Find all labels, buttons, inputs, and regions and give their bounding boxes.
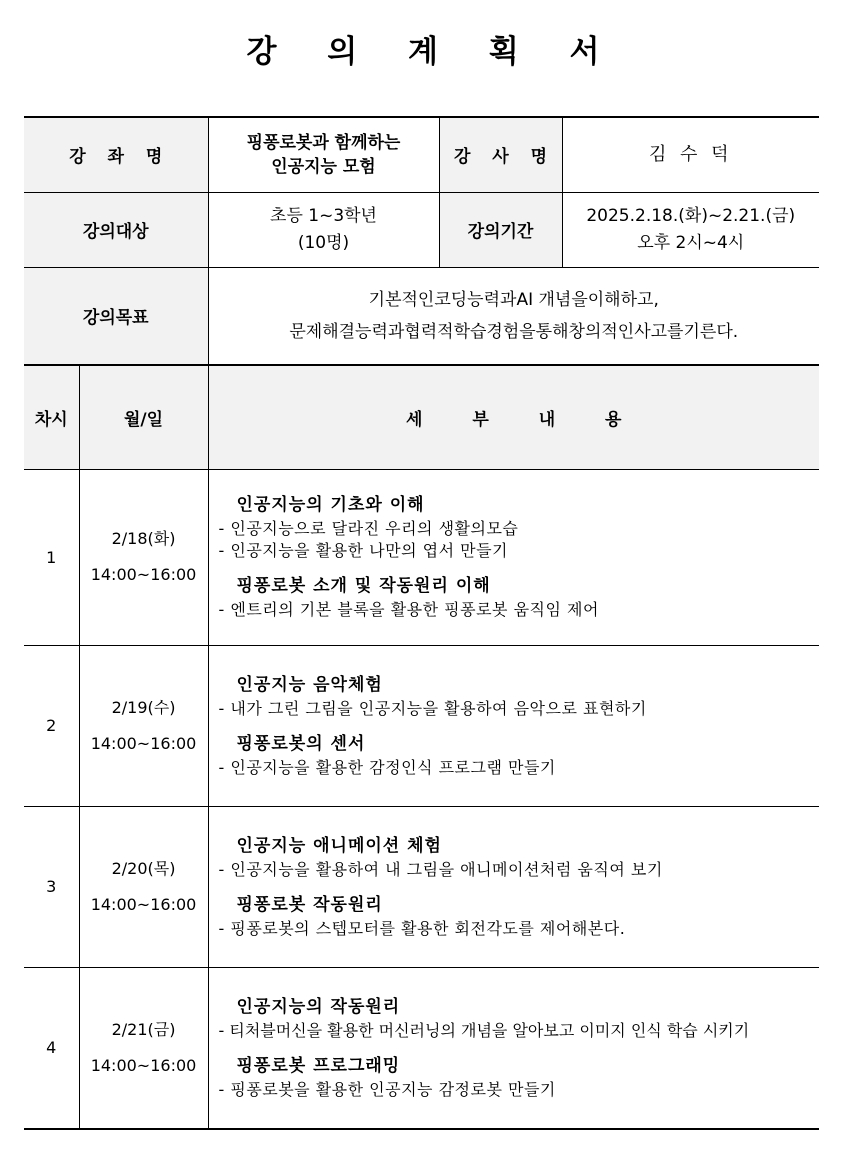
header-content: 세 부 내 용 <box>208 365 819 469</box>
topic-detail: - 핑퐁로봇을 활용한 인공지능 감정로봇 만들기 <box>218 1079 556 1099</box>
session-date <box>79 967 208 1129</box>
topic-detail: - 인공지능을 활용한 감정인식 프로그램 만들기 <box>218 757 556 777</box>
topic-title: 인공지능의 기초와 이해 <box>236 495 425 515</box>
goal-label: 강의목표 <box>24 267 208 364</box>
course-name-line2: 인공지능 모험 <box>271 156 376 177</box>
course-info-table <box>24 116 819 365</box>
table-row <box>24 645 819 806</box>
course-name-line1: 핑퐁로봇과 함께하는 <box>246 132 401 153</box>
session-day: 2/18(화) <box>111 529 176 548</box>
session-content <box>208 806 819 967</box>
session-time: 14:00~16:00 <box>90 1055 197 1075</box>
session-date <box>79 469 208 645</box>
session-day: 2/20(목) <box>111 858 176 878</box>
info-row-target <box>24 192 819 267</box>
info-row-goal <box>24 267 819 364</box>
info-row-course <box>24 117 819 192</box>
table-row <box>24 469 819 645</box>
session-day: 2/19(수) <box>111 697 176 717</box>
period-line2: 오후 2시~4시 <box>637 232 745 253</box>
topic-title: 인공지능의 작동원리 <box>236 996 401 1017</box>
session-time: 14:00~16:00 <box>90 565 197 584</box>
target-line1: 초등 1~3학년 <box>270 205 377 226</box>
schedule-table <box>24 364 819 1130</box>
period-value <box>562 192 819 267</box>
target-line2: (10명) <box>297 232 350 253</box>
session-content <box>208 469 819 645</box>
topic-detail: - 핑퐁로봇의 스텝모터를 활용한 회전각도를 제어해본다. <box>218 918 626 938</box>
topic-title: 핑퐁로봇 소개 및 작동원리 이해 <box>236 576 491 596</box>
course-label: 강 좌 명 <box>24 117 208 192</box>
course-name <box>208 117 439 192</box>
topic-detail: - 인공지능을 활용하여 내 그림을 애니메이션처럼 움직여 보기 <box>218 859 663 879</box>
session-content <box>208 645 819 806</box>
goal-line2: 문제해결능력과협력적학습경험을통해창의적인사고를기른다. <box>289 321 739 342</box>
target-label: 강의대상 <box>24 192 208 267</box>
schedule-header-row <box>24 365 819 469</box>
goal-line1: 기본적인코딩능력과AI 개념을이해하고, <box>368 289 659 310</box>
topic-detail: - 티처블머신을 활용한 머신러닝의 개념을 알아보고 이미지 인식 학습 시키기 <box>218 1020 750 1040</box>
target-value <box>208 192 439 267</box>
topic-detail: - 내가 그린 그림을 인공지능을 활용하여 음악으로 표현하기 <box>218 698 647 718</box>
header-date: 월/일 <box>79 365 208 469</box>
session-number: 3 <box>24 806 79 967</box>
session-number: 2 <box>24 645 79 806</box>
teacher-name: 김 수 덕 <box>562 117 819 192</box>
session-date <box>79 645 208 806</box>
teacher-label: 강 사 명 <box>439 117 562 192</box>
session-time: 14:00~16:00 <box>90 733 197 753</box>
session-date <box>79 806 208 967</box>
session-number: 1 <box>24 469 79 645</box>
table-row <box>24 967 819 1129</box>
header-session: 차시 <box>24 365 79 469</box>
period-label: 강의기간 <box>439 192 562 267</box>
document-title: 강 의 계 획 서 <box>246 34 620 70</box>
goal-value <box>208 267 819 364</box>
topic-detail: - 인공지능으로 달라진 우리의 생활의모습 <box>218 519 519 538</box>
session-time: 14:00~16:00 <box>90 894 197 914</box>
period-line1: 2025.2.18.(화)~2.21.(금) <box>586 205 796 226</box>
session-number: 4 <box>24 967 79 1129</box>
session-day: 2/21(금) <box>111 1019 176 1039</box>
topic-title: 핑퐁로봇 프로그래밍 <box>236 1055 401 1076</box>
topic-title: 핑퐁로봇의 센서 <box>236 733 366 754</box>
topic-title: 인공지능 애니메이션 체험 <box>236 835 442 856</box>
topic-title: 인공지능 음악체험 <box>236 674 383 695</box>
topic-title: 핑퐁로봇 작동원리 <box>236 894 383 915</box>
topic-detail: - 엔트리의 기본 블록을 활용한 핑퐁로봇 움직임 제어 <box>218 600 599 619</box>
session-content <box>208 967 819 1129</box>
table-row <box>24 806 819 967</box>
topic-detail: - 인공지능을 활용한 나만의 엽서 만들기 <box>218 541 508 560</box>
